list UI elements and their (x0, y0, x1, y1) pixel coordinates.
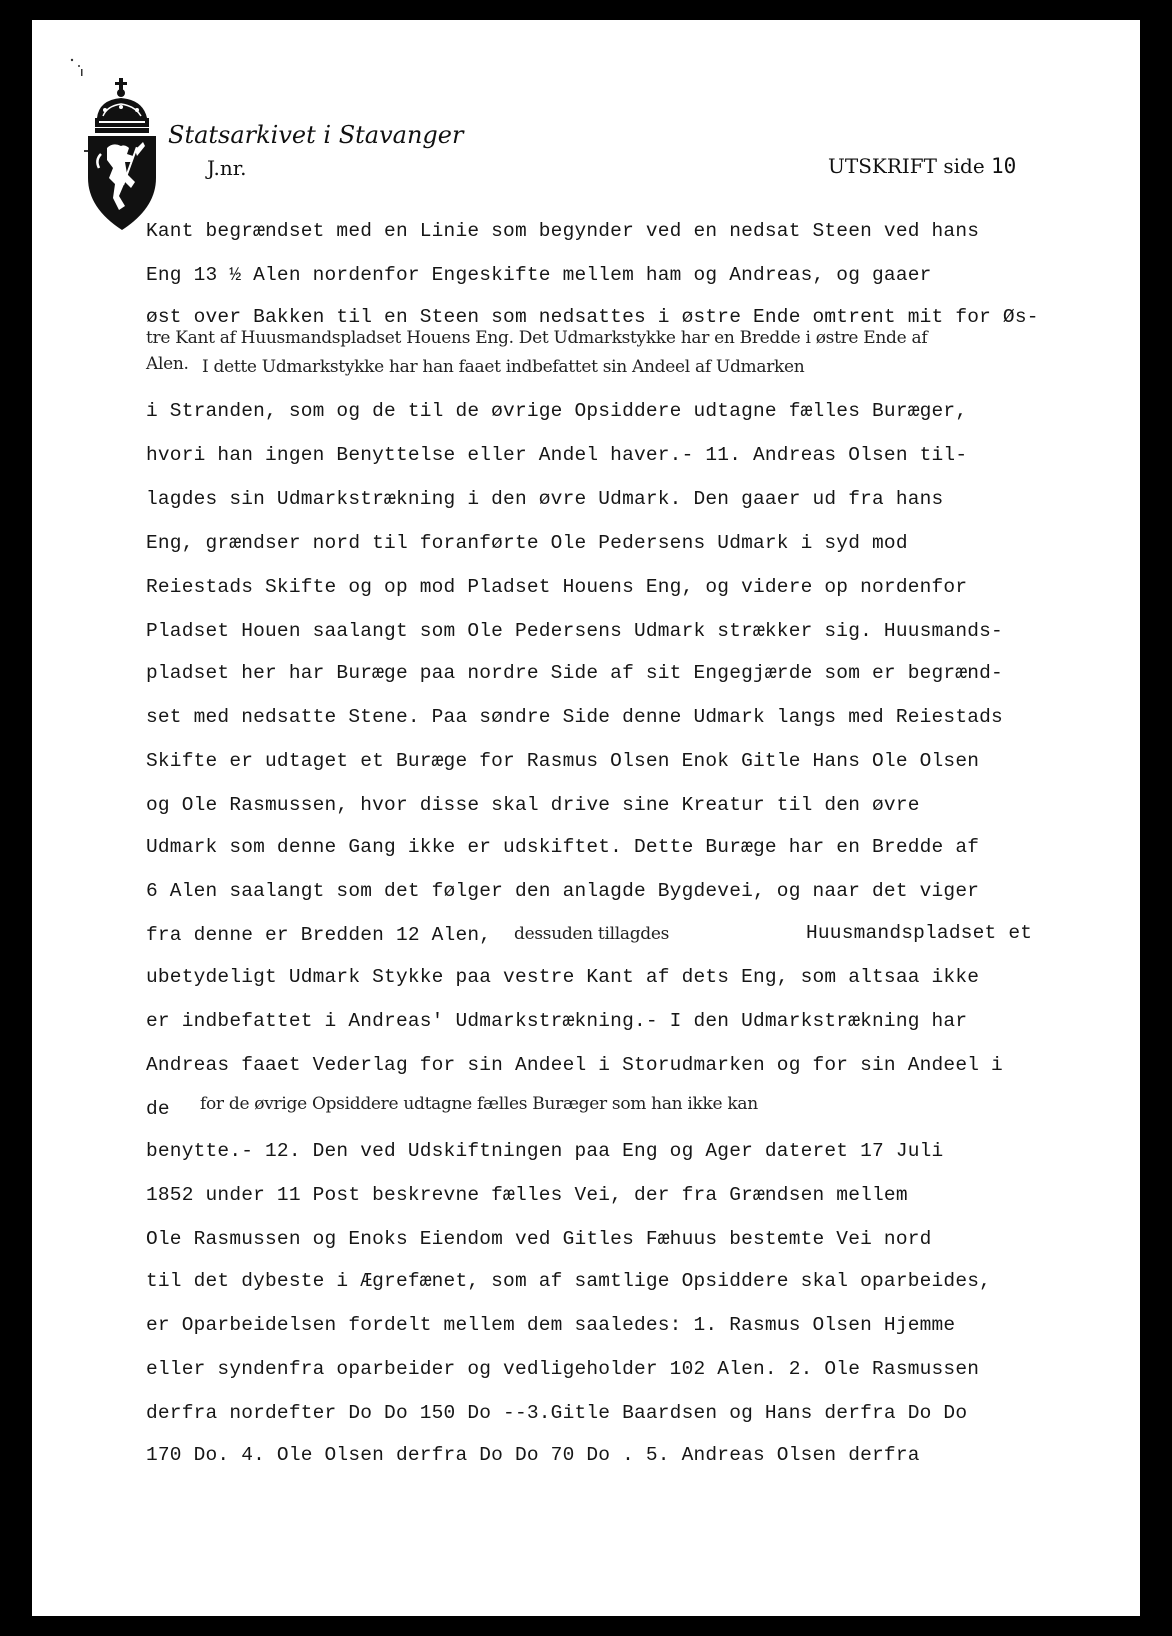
inserted-text-line: I dette Udmarkstykke har han faaet indbefattet sin Andeel af Udmarken (202, 357, 805, 377)
text-line: hvori han ingen Benyttelse eller Andel haver.- 11. Andreas Olsen til- (146, 444, 968, 466)
coat-of-arms-icon (85, 78, 159, 236)
text-line: er indbefattet i Andreas' Udmarkstrækning.- I den Udmarkstrækning har (146, 1010, 968, 1032)
page-number: 10 (991, 154, 1017, 178)
text-line: Andreas faaet Vederlag for sin Andeel i Storudmarken og for sin Andeel i (146, 1054, 1003, 1076)
text-line: ubetydeligt Udmark Stykke paa vestre Kant af dets Eng, som altsaa ikke (146, 966, 980, 988)
text-line: Skifte er udtaget et Buræge for Rasmus Olsen Enok Gitle Hans Ole Olsen (146, 750, 980, 772)
text-line: Eng 13 ½ Alen nordenfor Engeskifte mellem ham og Andreas, og gaaer (146, 264, 932, 286)
transcript-page-label (828, 154, 1016, 178)
text-line: Kant begrændset med en Linie som begynder ved en nedsat Steen ved hans (146, 220, 980, 242)
text-line: pladset her har Buræge paa nordre Side af sit Engegjærde som er begrænd- (146, 662, 1003, 684)
text-line: set med nedsatte Stene. Paa søndre Side denne Udmark langs med Reiestads (146, 706, 1003, 728)
text-line: Pladset Houen saalangt som Ole Pedersens Udmark strækker sig. Huusmands- (146, 620, 1003, 642)
text-line: fra denne er Bredden 12 Alen, (146, 924, 492, 946)
inserted-text-line: tre Kant af Huusmandspladset Houens Eng. Det Udmarkstykke har en Bredde i østre Ende af (146, 328, 928, 348)
text-line: Huusmandspladset et (806, 922, 1033, 944)
text-line: Reiestads Skifte og op mod Pladset Houens Eng, og videre op nordenfor (146, 576, 968, 598)
text-line: og Ole Rasmussen, hvor disse skal drive sine Kreatur til den øvre (146, 794, 920, 816)
document-page (32, 20, 1140, 1616)
inserted-text-line: for de øvrige Opsiddere udtagne fælles Buræger som han ikke kan (200, 1094, 758, 1114)
inserted-text-line: Alen. (146, 354, 189, 374)
text-line: 170 Do. 4. Ole Olsen derfra Do Do 70 Do . 5. Andreas Olsen derfra (146, 1444, 920, 1466)
inserted-text-line: dessuden tillagdes (514, 924, 670, 944)
text-line: 6 Alen saalangt som det følger den anlagde Bygdevei, og naar det viger (146, 880, 980, 902)
journal-number-label: J.nr. (207, 156, 247, 180)
text-line: derfra nordefter Do Do 150 Do --3.Gitle Baardsen og Hans derfra Do Do (146, 1402, 968, 1424)
text-line: Udmark som denne Gang ikke er udskiftet. Dette Buræge har en Bredde af (146, 836, 980, 858)
text-line: i Stranden, som og de til de øvrige Opsiddere udtagne fælles Buræger, (146, 400, 968, 422)
text-line: Ole Rasmussen og Enoks Eiendom ved Gitles Fæhuus bestemte Vei nord (146, 1228, 932, 1250)
text-line: de (146, 1098, 170, 1120)
text-line: eller syndenfra oparbeider og vedligeholder 102 Alen. 2. Ole Rasmussen (146, 1358, 980, 1380)
text-line: 1852 under 11 Post beskrevne fælles Vei, der fra Grændsen mellem (146, 1184, 908, 1206)
text-line: benytte.- 12. Den ved Udskiftningen paa Eng og Ager dateret 17 Juli (146, 1140, 944, 1162)
text-line: lagdes sin Udmarkstrækning i den øvre Udmark. Den gaaer ud fra hans (146, 488, 944, 510)
transcript-label: UTSKRIFT side (828, 154, 985, 178)
scan-specks (62, 42, 102, 82)
text-line: er Oparbeidelsen fordelt mellem dem saaledes: 1. Rasmus Olsen Hjemme (146, 1314, 956, 1336)
archive-name: Statsarkivet i Stavanger (168, 121, 464, 149)
text-line: Eng, grændser nord til foranførte Ole Pedersens Udmark i syd mod (146, 532, 908, 554)
text-line: til det dybeste i Ægrefænet, som af samtlige Opsiddere skal oparbeides, (146, 1270, 992, 1292)
text-line: øst over Bakken til en Steen som nedsattes i østre Ende omtrent mit for Øs- (146, 306, 1039, 328)
